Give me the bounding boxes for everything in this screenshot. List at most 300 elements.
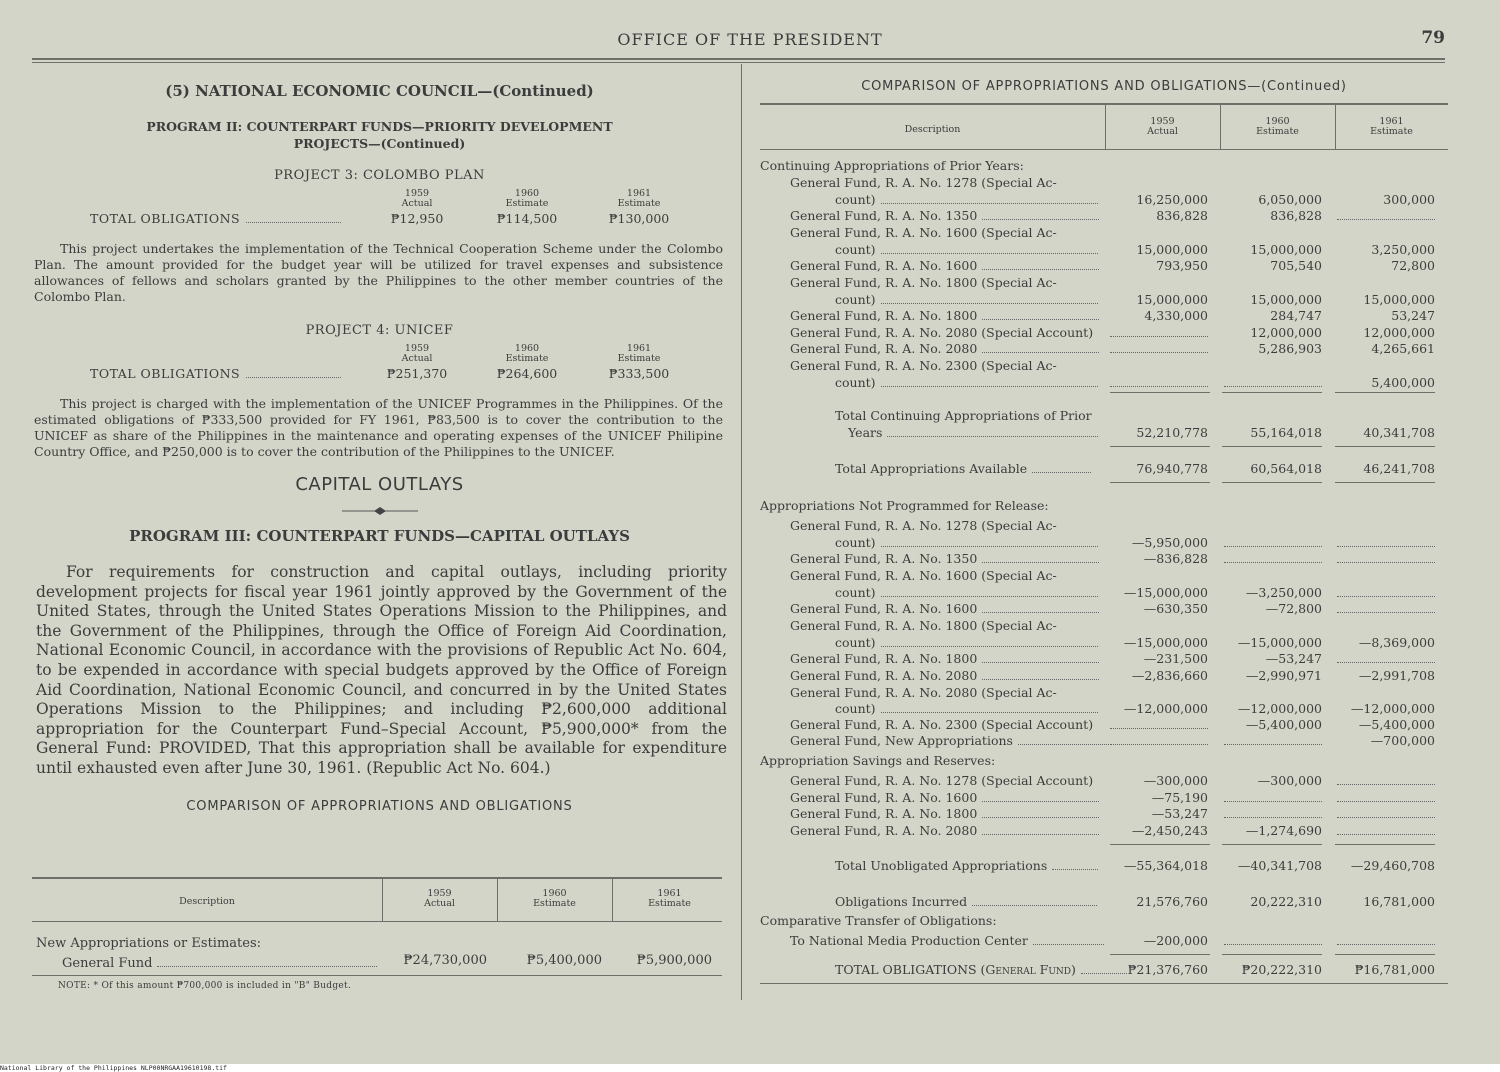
value-1959: —630,350 <box>1143 601 1208 616</box>
table-row <box>760 933 1448 949</box>
value-1959 <box>1098 325 1208 340</box>
value-1960: ₱20,222,310 <box>1241 962 1322 977</box>
row-description-text: General Fund, R. A. No. 1278 (Special Ac- <box>790 518 1057 533</box>
table-row <box>760 753 1448 769</box>
empty-cell-leader <box>1110 376 1208 387</box>
project3-description: This project undertakes the implementation of the Technical Cooperation Scheme under the Colombo Plan. The amount provided for the budget year will be utilized for travel expenses and subsistence allowances of fellows and scholars granted by the Philippines to the other member countries of the Colombo Plan. <box>34 241 723 304</box>
table-row <box>760 618 1448 634</box>
empty-cell-leader <box>1337 586 1435 597</box>
value-1960: 15,000,000 <box>1250 242 1322 257</box>
table-row <box>760 158 1448 174</box>
value-1959 <box>1098 733 1208 748</box>
project4-description: This project is charged with the implementation of the UNICEF Programmes in the Philippines. Of the estimated obligations of ₱333,500 provided for FY 1961, ₱83,500 is to cover the contribution to the UNICEF as share of the Philippines in the maintenance and operating expenses of the UNICEF Philipine Country Office, and ₱250,000 is to cover the contribution of the Philippines to the UNICEF. <box>34 396 723 459</box>
row-description-text: General Fund, R. A. No. 1800 (Special Ac- <box>790 275 1057 290</box>
col-1959-header: 1959 Actual <box>1147 116 1178 137</box>
table-row <box>760 806 1448 822</box>
value-1960: —3,250,000 <box>1245 585 1322 600</box>
row-description-text: General Fund, R. A. No. 1800 (Special Ac- <box>790 618 1057 633</box>
table-header <box>32 877 722 922</box>
value-1959: 836,828 <box>1156 208 1208 223</box>
row-description-text: Continuing Appropriations of Prior Years: <box>760 158 1024 173</box>
value-1959: 21,576,760 <box>1136 894 1208 909</box>
value-1959: —200,000 <box>1143 933 1208 948</box>
value-1959: —2,836,660 <box>1131 668 1208 683</box>
row-description-text: General Fund, R. A. No. 1600 <box>790 258 978 273</box>
row-description <box>835 242 1098 257</box>
row-description-text: Appropriations Not Programmed for Release: <box>760 498 1049 513</box>
value-1961: ₱333,500 <box>608 366 670 381</box>
dot-leader <box>887 426 1098 437</box>
row-description <box>790 568 1057 583</box>
value-1960: 15,000,000 <box>1250 292 1322 307</box>
dot-leader <box>1033 934 1104 945</box>
value-1961: —12,000,000 <box>1350 701 1435 716</box>
row-description <box>790 668 1099 683</box>
value-1959: ₱251,370 <box>386 366 448 381</box>
value-1960: 836,828 <box>1270 208 1322 223</box>
row-description <box>835 635 1098 650</box>
table-row <box>760 375 1448 391</box>
table-row <box>760 225 1448 241</box>
value-1961: 72,800 <box>1391 258 1435 273</box>
empty-cell-leader <box>1110 342 1208 353</box>
dot-leader <box>982 824 1099 835</box>
value-1959: ₱12,950 <box>390 211 444 226</box>
empty-cell-leader <box>1110 326 1208 337</box>
col-1959-header: 1959 Actual <box>424 888 455 909</box>
table-row <box>760 518 1448 534</box>
row-description-text: Total Unobligated Appropriations <box>835 858 1048 873</box>
scan-footer: National Library of the Philippines NLP00NRGAA19610198.tif <box>0 1064 1500 1072</box>
row-general-fund: General Fund <box>62 956 392 971</box>
dot-leader <box>982 652 1099 663</box>
empty-cell-leader <box>1337 791 1435 802</box>
value-1961: 3,250,000 <box>1371 242 1435 257</box>
row-description <box>790 551 1099 566</box>
value-1960: 55,164,018 <box>1250 425 1322 440</box>
value-1961 <box>1325 823 1435 838</box>
dot-leader <box>982 209 1099 220</box>
row-description-text: Total Appropriations Available <box>835 461 1028 476</box>
value-1960 <box>1212 551 1322 566</box>
value-1959 <box>1098 717 1208 732</box>
footnote: NOTE: * Of this amount ₱700,000 is included in "B" Budget. <box>58 981 352 991</box>
row-description <box>835 192 1098 207</box>
dot-leader <box>881 586 1098 597</box>
table-row <box>760 701 1448 717</box>
dot-leader <box>881 376 1098 387</box>
value-1960: 6,050,000 <box>1258 192 1322 207</box>
description-header: Description <box>904 124 961 135</box>
empty-cell-leader <box>1337 824 1435 835</box>
dot-leader <box>982 807 1099 818</box>
row-description-text: count) <box>835 192 876 207</box>
table-row <box>760 668 1448 684</box>
value-1960: —12,000,000 <box>1237 701 1322 716</box>
row-description <box>790 790 1099 805</box>
col-1960-header: 1960 Estimate <box>505 343 549 364</box>
row-description <box>790 308 1099 323</box>
row-description-text: General Fund, R. A. No. 1278 (Special Ac- <box>790 175 1057 190</box>
dot-leader <box>881 536 1098 547</box>
row-description-text: General Fund, R. A. No. 1600 <box>790 601 978 616</box>
dot-leader <box>1052 859 1098 870</box>
row-description <box>790 601 1099 616</box>
row-description-text: General Fund, R. A. No. 1600 <box>790 790 978 805</box>
row-description <box>790 933 1104 948</box>
value-1961: 46,241,708 <box>1363 461 1435 476</box>
value-1959: —300,000 <box>1143 773 1208 788</box>
row-description-text: count) <box>835 375 876 390</box>
row-description <box>790 275 1057 290</box>
empty-cell-leader <box>1337 552 1435 563</box>
diamond-ornament-icon <box>340 504 420 518</box>
left-column <box>32 70 727 814</box>
value-1961 <box>1325 551 1435 566</box>
value-1959: —15,000,000 <box>1123 585 1208 600</box>
value-1961 <box>1325 535 1435 550</box>
dot-leader <box>881 193 1098 204</box>
row-description <box>790 175 1057 190</box>
row-description-text: count) <box>835 635 876 650</box>
value-1961 <box>1325 601 1435 616</box>
table-row <box>760 175 1448 191</box>
empty-cell-leader <box>1110 734 1208 745</box>
table-row <box>760 258 1448 274</box>
value-1959: —2,450,243 <box>1131 823 1208 838</box>
value-1960 <box>1212 733 1322 748</box>
value-1960: —2,990,971 <box>1245 668 1322 683</box>
value-1960: 5,286,903 <box>1258 341 1322 356</box>
value-1961 <box>1325 773 1435 788</box>
row-description-text: count) <box>835 292 876 307</box>
empty-cell-leader <box>1224 734 1322 745</box>
row-description-text: count) <box>835 242 876 257</box>
table-header <box>760 103 1448 150</box>
row-description-text: General Fund, R. A. No. 2300 (Special Ac- <box>790 358 1057 373</box>
column-divider <box>741 64 742 1000</box>
value-1960: 12,000,000 <box>1250 325 1322 340</box>
row-description <box>835 408 1092 423</box>
row-description-text: General Fund, R. A. No. 1800 <box>790 651 978 666</box>
table-row <box>760 461 1448 477</box>
table-body <box>32 922 722 982</box>
row-description-text: General Fund, R. A. No. 2080 <box>790 341 978 356</box>
program2-title-line2: PROJECTS—(Continued) <box>293 136 466 151</box>
dot-leader <box>982 552 1099 563</box>
value-1961: —29,460,708 <box>1350 858 1435 873</box>
row-new-appropriations: New Appropriations or Estimates: <box>36 936 261 951</box>
dot-leader <box>982 259 1099 270</box>
table-row <box>760 192 1448 208</box>
row-description-text: count) <box>835 535 876 550</box>
left-table-bottom-rule <box>32 975 722 976</box>
value-1960: —72,800 <box>1265 601 1322 616</box>
value-1961: 4,265,661 <box>1371 341 1435 356</box>
row-description <box>760 158 1024 173</box>
dot-leader <box>881 293 1098 304</box>
dot-leader <box>881 702 1098 713</box>
row-description-text: General Fund, R. A. No. 1600 (Special Ac- <box>790 225 1057 240</box>
row-description <box>790 258 1099 273</box>
row-description <box>790 733 1109 748</box>
table-row <box>760 858 1448 874</box>
section-title: (5) NATIONAL ECONOMIC COUNCIL—(Continued) <box>165 82 594 100</box>
value-1961 <box>1325 933 1435 948</box>
value-1960: ₱264,600 <box>496 366 558 381</box>
dot-leader <box>982 309 1099 320</box>
row-description-text: General Fund, R. A. No. 1350 <box>790 551 978 566</box>
dot-leader <box>881 636 1098 647</box>
table-row <box>760 601 1448 617</box>
row-description <box>848 425 1098 440</box>
value-1961: 300,000 <box>1383 192 1435 207</box>
table-row <box>760 358 1448 374</box>
table-row <box>760 651 1448 667</box>
table-row <box>760 773 1448 789</box>
table-row <box>760 535 1448 551</box>
value-1960 <box>1212 933 1322 948</box>
value-1961 <box>1325 585 1435 600</box>
left-comparison-title: COMPARISON OF APPROPRIATIONS AND OBLIGATIONS <box>186 798 573 814</box>
ornament-divider <box>340 503 420 517</box>
value-1959: 52,210,778 <box>1136 425 1208 440</box>
table-row <box>760 568 1448 584</box>
value-1961: 53,247 <box>1391 308 1435 323</box>
total-label: TOTAL OBLIGATIONS <box>90 366 341 381</box>
empty-cell-leader <box>1337 774 1435 785</box>
col-1960-header: 1960 Estimate <box>505 188 549 209</box>
row-description-text: General Fund, R. A. No. 2300 (Special Account) <box>790 717 1094 732</box>
row-description <box>760 753 995 768</box>
table-row <box>760 894 1448 910</box>
row-description-text: General Fund, R. A. No. 2080 (Special Ac- <box>790 685 1057 700</box>
value-1960: ₱5,400,000 <box>526 953 602 968</box>
program3-text: For requirements for construction and capital outlays, including priority development projects for fiscal year 1961 jointly approved by the Government of the United States, through the United States Operations Mission to the Philippines, and the Government of the Philippines, through the Office of Foreign Aid Coordination, National Economic Council, in accordance with the provisions of Republic Act No. 604, to be expended in accordance with special budgets approved by the Office of Foreign Aid Coordination, National Economic Council, and concurred in by the United States Operations Mission to the Philippines; and including ₱2,600,000 additional appropriation for the Counterpart Fund–Special Account, ₱5,900,000* from the General Fund: PROVIDED, That this appropriation shall be available for expenditure until exhausted even after June 30, 1961. (Republic Act No. 604.) <box>36 563 727 777</box>
table-row <box>760 585 1448 601</box>
col-1961-header: 1961 Estimate <box>617 188 661 209</box>
value-1959: 16,250,000 <box>1136 192 1208 207</box>
value-1961: 16,781,000 <box>1363 894 1435 909</box>
value-1959: 15,000,000 <box>1136 242 1208 257</box>
empty-cell-leader <box>1337 934 1435 945</box>
value-1960: 284,747 <box>1270 308 1322 323</box>
value-1961: ₱16,781,000 <box>1354 962 1435 977</box>
empty-cell-leader <box>1224 934 1322 945</box>
value-1960 <box>1212 535 1322 550</box>
empty-cell-leader <box>1224 552 1322 563</box>
value-1960: —53,247 <box>1265 651 1322 666</box>
empty-cell-leader <box>1224 807 1322 818</box>
row-description-text: Obligations Incurred <box>835 894 968 909</box>
table-row <box>760 208 1448 224</box>
row-description <box>835 858 1098 873</box>
row-description <box>835 701 1098 716</box>
left-comparison-table <box>32 877 722 982</box>
row-description <box>835 585 1098 600</box>
row-description <box>760 913 997 928</box>
row-description-text: Total Continuing Appropriations of Prior <box>835 408 1092 423</box>
table-row <box>760 425 1448 441</box>
row-description <box>835 292 1098 307</box>
row-description <box>790 225 1057 240</box>
project4-column-headers <box>32 344 727 366</box>
value-1961: —8,369,000 <box>1358 635 1435 650</box>
table-row <box>760 341 1448 357</box>
value-1959: ₱24,730,000 <box>403 953 487 968</box>
value-1961 <box>1325 790 1435 805</box>
dot-leader <box>972 895 1097 906</box>
value-1959: —15,000,000 <box>1123 635 1208 650</box>
value-1960: 20,222,310 <box>1250 894 1322 909</box>
right-comparison-title: COMPARISON OF APPROPRIATIONS AND OBLIGATIONS—(Continued) <box>861 79 1347 94</box>
row-description <box>835 962 1127 977</box>
row-description-text: count) <box>835 701 876 716</box>
col-1960-header: 1960 Estimate <box>1256 116 1299 137</box>
right-comparison-table <box>760 103 1448 990</box>
value-1959: —231,500 <box>1143 651 1208 666</box>
value-1959 <box>1098 341 1208 356</box>
col-1959-header: 1959 Actual <box>401 188 433 209</box>
row-description-text: Years <box>848 425 883 440</box>
dot-leader <box>982 602 1099 613</box>
row-description-text: General Fund, R. A. No. 1800 <box>790 308 978 323</box>
dot-leader <box>982 342 1099 353</box>
value-1961 <box>1325 806 1435 821</box>
col-1960-header: 1960 Estimate <box>533 888 576 909</box>
table-row <box>760 635 1448 651</box>
value-1959: 76,940,778 <box>1136 461 1208 476</box>
project3-title: PROJECT 3: COLOMBO PLAN <box>274 168 485 183</box>
table-row <box>760 275 1448 291</box>
row-description <box>790 208 1099 223</box>
row-description-text: To National Media Production Center <box>790 933 1028 948</box>
empty-cell-leader <box>1224 791 1322 802</box>
value-1961: —5,400,000 <box>1358 717 1435 732</box>
value-1959: —5,950,000 <box>1131 535 1208 550</box>
value-1961: 12,000,000 <box>1363 325 1435 340</box>
value-1959: 4,330,000 <box>1144 308 1208 323</box>
program3-title: PROGRAM III: COUNTERPART FUNDS—CAPITAL OUTLAYS <box>129 527 630 545</box>
project3-total-row <box>32 211 727 231</box>
table-row <box>760 790 1448 806</box>
header-rule <box>32 58 1445 60</box>
value-1961: —700,000 <box>1370 733 1435 748</box>
empty-cell-leader <box>1337 602 1435 613</box>
row-description-text: TOTAL OBLIGATIONS (General Fund) <box>835 962 1076 977</box>
value-1960 <box>1212 375 1322 390</box>
row-description <box>790 717 1093 732</box>
dot-leader <box>982 791 1099 802</box>
value-1960: ₱114,500 <box>496 211 558 226</box>
description-header: Description <box>179 896 235 907</box>
row-description <box>790 773 1093 788</box>
row-description-text: General Fund, R. A. No. 1800 <box>790 806 978 821</box>
value-1959: ₱21,376,760 <box>1127 962 1208 977</box>
table-row <box>760 823 1448 839</box>
table-row <box>760 685 1448 701</box>
row-description <box>790 325 1093 340</box>
dot-leader <box>1032 462 1091 473</box>
empty-cell-leader <box>1337 807 1435 818</box>
empty-cell-leader <box>1337 652 1435 663</box>
table-body <box>760 150 1448 990</box>
dot-leader <box>881 243 1098 254</box>
table-row <box>760 962 1448 978</box>
table-row <box>760 308 1448 324</box>
row-description-text: General Fund, New Appropriations <box>790 733 1013 748</box>
value-1961 <box>1325 208 1435 223</box>
capital-outlays-title: CAPITAL OUTLAYS <box>295 474 464 495</box>
table-row <box>760 498 1448 514</box>
value-1959: —53,247 <box>1151 806 1208 821</box>
value-1960: —40,341,708 <box>1237 858 1322 873</box>
table-row <box>760 408 1448 424</box>
table-row <box>760 913 1448 929</box>
col-1961-header: 1961 Estimate <box>1370 116 1413 137</box>
row-description <box>790 518 1057 533</box>
value-1960 <box>1212 806 1322 821</box>
value-1960: —5,400,000 <box>1245 717 1322 732</box>
row-description <box>790 685 1057 700</box>
value-1960: —1,274,690 <box>1245 823 1322 838</box>
page-header-title: OFFICE OF THE PRESIDENT <box>617 30 883 49</box>
project3-column-headers <box>32 189 727 211</box>
col-1961-header: 1961 Estimate <box>648 888 691 909</box>
row-description <box>835 375 1098 390</box>
col-1959-header: 1959 Actual <box>401 343 433 364</box>
row-description-text: General Fund, R. A. No. 1350 <box>790 208 978 223</box>
value-1959: —55,364,018 <box>1123 858 1208 873</box>
table-row <box>760 717 1448 733</box>
row-description-text: General Fund, R. A. No. 2080 (Special Account) <box>790 325 1094 340</box>
table-row <box>760 733 1448 749</box>
row-description <box>835 894 1097 909</box>
value-1960 <box>1212 790 1322 805</box>
value-1961: 5,400,000 <box>1371 375 1435 390</box>
row-description <box>790 806 1099 821</box>
value-1959: 15,000,000 <box>1136 292 1208 307</box>
row-description <box>790 358 1057 373</box>
row-description <box>760 498 1049 513</box>
row-description-text: General Fund, R. A. No. 2080 <box>790 668 978 683</box>
row-description-text: General Fund, R. A. No. 1600 (Special Ac- <box>790 568 1057 583</box>
row-description-text: Appropriation Savings and Reserves: <box>760 753 996 768</box>
value-1961: 40,341,708 <box>1363 425 1435 440</box>
empty-cell-leader <box>1337 209 1435 220</box>
table-row <box>760 325 1448 341</box>
table-row <box>760 242 1448 258</box>
value-1959 <box>1098 375 1208 390</box>
row-description <box>835 535 1098 550</box>
col-1961-header: 1961 Estimate <box>617 343 661 364</box>
empty-cell-leader <box>1224 376 1322 387</box>
header-rule-thin <box>32 62 1445 63</box>
row-description <box>790 618 1057 633</box>
value-1961: ₱5,900,000 <box>636 953 712 968</box>
value-1960: 60,564,018 <box>1250 461 1322 476</box>
row-description-text: General Fund, R. A. No. 2080 <box>790 823 978 838</box>
row-description-text: count) <box>835 585 876 600</box>
empty-cell-leader <box>1337 536 1435 547</box>
value-1959: —12,000,000 <box>1123 701 1208 716</box>
row-description <box>790 651 1099 666</box>
program2-title-line1: PROGRAM II: COUNTERPART FUNDS—PRIORITY DEVELOPMENT <box>146 119 613 134</box>
page-number: 79 <box>1421 28 1445 48</box>
value-1960: —300,000 <box>1257 773 1322 788</box>
value-1961: —2,991,708 <box>1358 668 1435 683</box>
empty-cell-leader <box>1224 536 1322 547</box>
